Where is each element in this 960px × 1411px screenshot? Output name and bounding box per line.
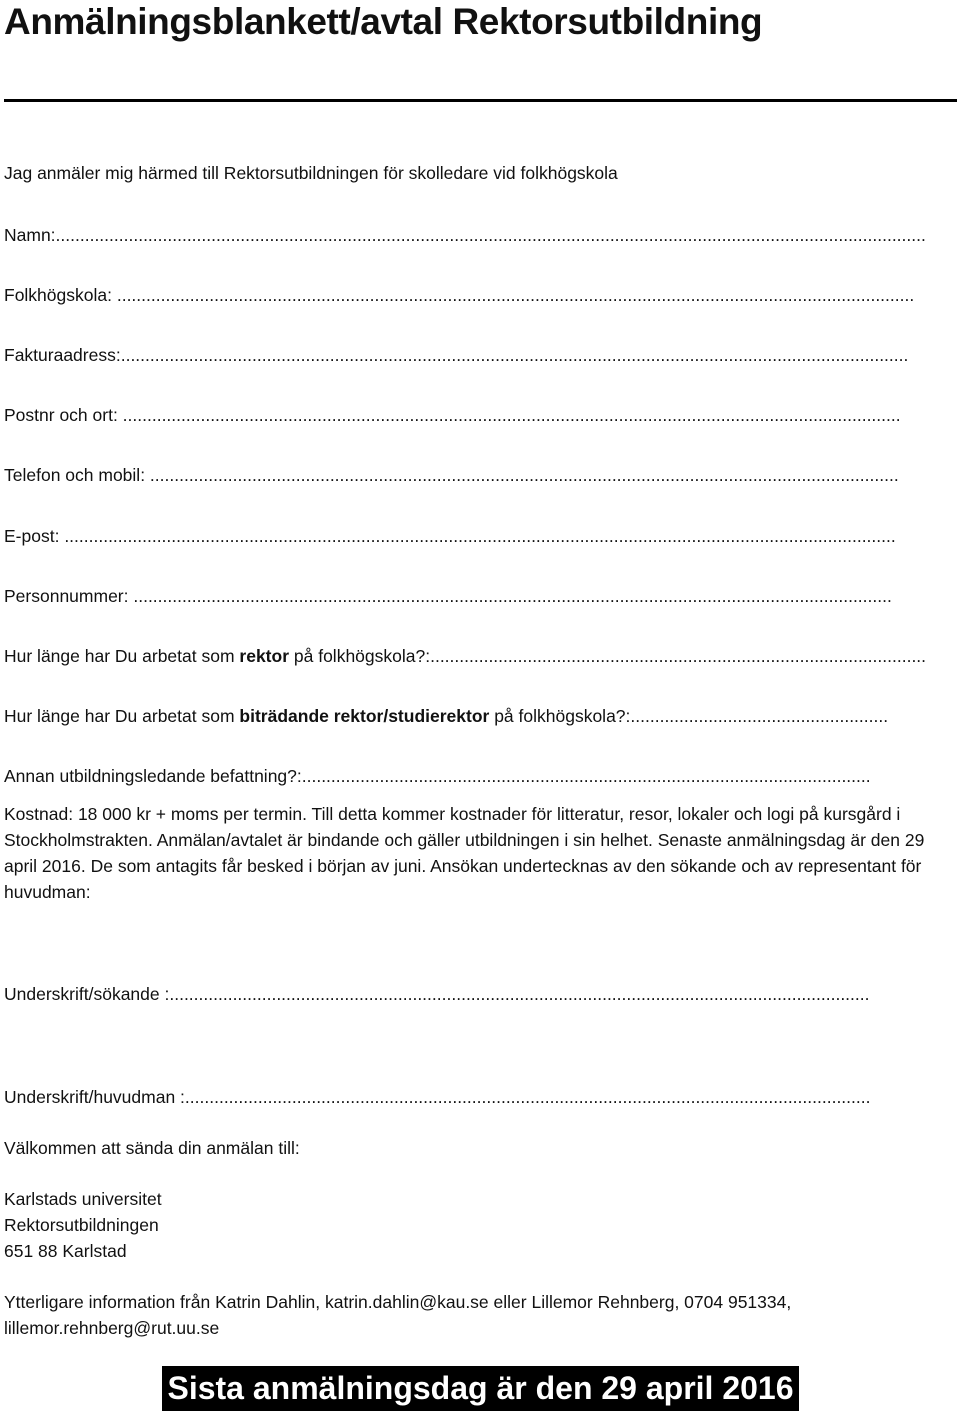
field-personnummer[interactable] — [4, 585, 892, 607]
field-label: Personnummer: — [4, 586, 134, 606]
field-fakturaadress[interactable] — [4, 344, 908, 366]
contact-info: Ytterligare information från Katrin Dahlin, katrin.dahlin@kau.se eller Lillemor Rehnberg, 0704 951334, lillemor.rehnberg@rut.uu.se — [4, 1292, 792, 1338]
field-label: Postnr och ort: — [4, 405, 123, 425]
terms-paragraph: Kostnad: 18 000 kr + moms per termin. Till detta kommer kostnader för litteratur, resor, lokaler och logi på kursgård i Stockholmstrakten. Anmälan/avtalet är bindande och gäller utbildningen i sin helhet. Senaste anmälningsdag är den 29 april 2016. De som antagits får besked i början av juni. Ansökan undertecknas av den sökande och av representant för huvudman: — [4, 804, 925, 902]
field-label: Hur länge har Du arbetat som — [4, 706, 240, 726]
field-label: på folkhögskola?: — [289, 646, 431, 666]
field-folkhogskola[interactable] — [4, 284, 914, 306]
field-input-line[interactable]: ..................................................................................................................... — [301, 766, 871, 786]
field-input-line[interactable]: ................................................................................................................................................................ — [122, 405, 901, 425]
field-label: Folkhögskola: — [4, 285, 117, 305]
field-label-emphasis: biträdande rektor/studierektor — [239, 706, 490, 726]
signature-principal[interactable] — [4, 1086, 870, 1108]
field-input-line[interactable]: ........................................................................................................................................................................... — [64, 526, 896, 546]
signature-line[interactable]: ................................................................................................................................................ — [169, 984, 870, 1004]
field-input-line[interactable]: .................................................................................................................................................................. — [120, 345, 909, 365]
field-label: Telefon och mobil: — [4, 465, 150, 485]
field-bitradande-tid[interactable] — [4, 705, 888, 727]
field-label: Namn: — [4, 225, 56, 245]
deadline-banner: Sista anmälningsdag är den 29 april 2016 — [162, 1366, 799, 1411]
field-annan-befattning[interactable] — [4, 765, 871, 787]
field-rektor-tid[interactable] — [4, 645, 926, 667]
field-input-line[interactable]: ............................................................................................................................................................ — [133, 586, 892, 606]
field-label: E-post: — [4, 526, 65, 546]
field-namn[interactable] — [4, 224, 926, 246]
field-telefon[interactable] — [4, 464, 899, 486]
field-input-line[interactable]: ...................................................................................................... — [430, 646, 927, 666]
field-epost[interactable] — [4, 525, 896, 547]
field-label: Fakturaadress: — [4, 345, 121, 365]
send-to-heading: Välkommen att sända din anmälan till: — [4, 1138, 300, 1158]
intro-text: Jag anmäler mig härmed till Rektorsutbildningen för skolledare vid folkhögskola — [4, 163, 618, 183]
field-input-line[interactable]: ..................................................... — [630, 706, 889, 726]
address-line: 651 88 Karlstad — [4, 1241, 127, 1261]
field-label: på folkhögskola?: — [489, 706, 631, 726]
field-label: Annan utbildningsledande befattning?: — [4, 766, 302, 786]
title-divider — [4, 99, 957, 102]
address-line: Karlstads universitet — [4, 1189, 162, 1209]
field-label: Hur länge har Du arbetat som — [4, 646, 240, 666]
signature-applicant[interactable] — [4, 983, 870, 1005]
signature-label: Underskrift/huvudman : — [4, 1087, 185, 1107]
signature-line[interactable]: ............................................................................................................................................. — [184, 1087, 871, 1107]
field-input-line[interactable]: .................................................................................................................................................................... — [116, 285, 915, 305]
field-input-line[interactable]: .......................................................................................................................................................... — [149, 465, 899, 485]
field-label-emphasis: rektor — [239, 646, 290, 666]
address-line: Rektorsutbildningen — [4, 1215, 159, 1235]
signature-label: Underskrift/sökande : — [4, 984, 170, 1004]
field-postnr-ort[interactable] — [4, 404, 901, 426]
field-input-line[interactable]: ................................................................................................................................................................................... — [55, 225, 926, 245]
page-title: Anmälningsblankett/avtal Rektorsutbildning — [4, 1, 763, 42]
mailing-address — [4, 1186, 162, 1264]
